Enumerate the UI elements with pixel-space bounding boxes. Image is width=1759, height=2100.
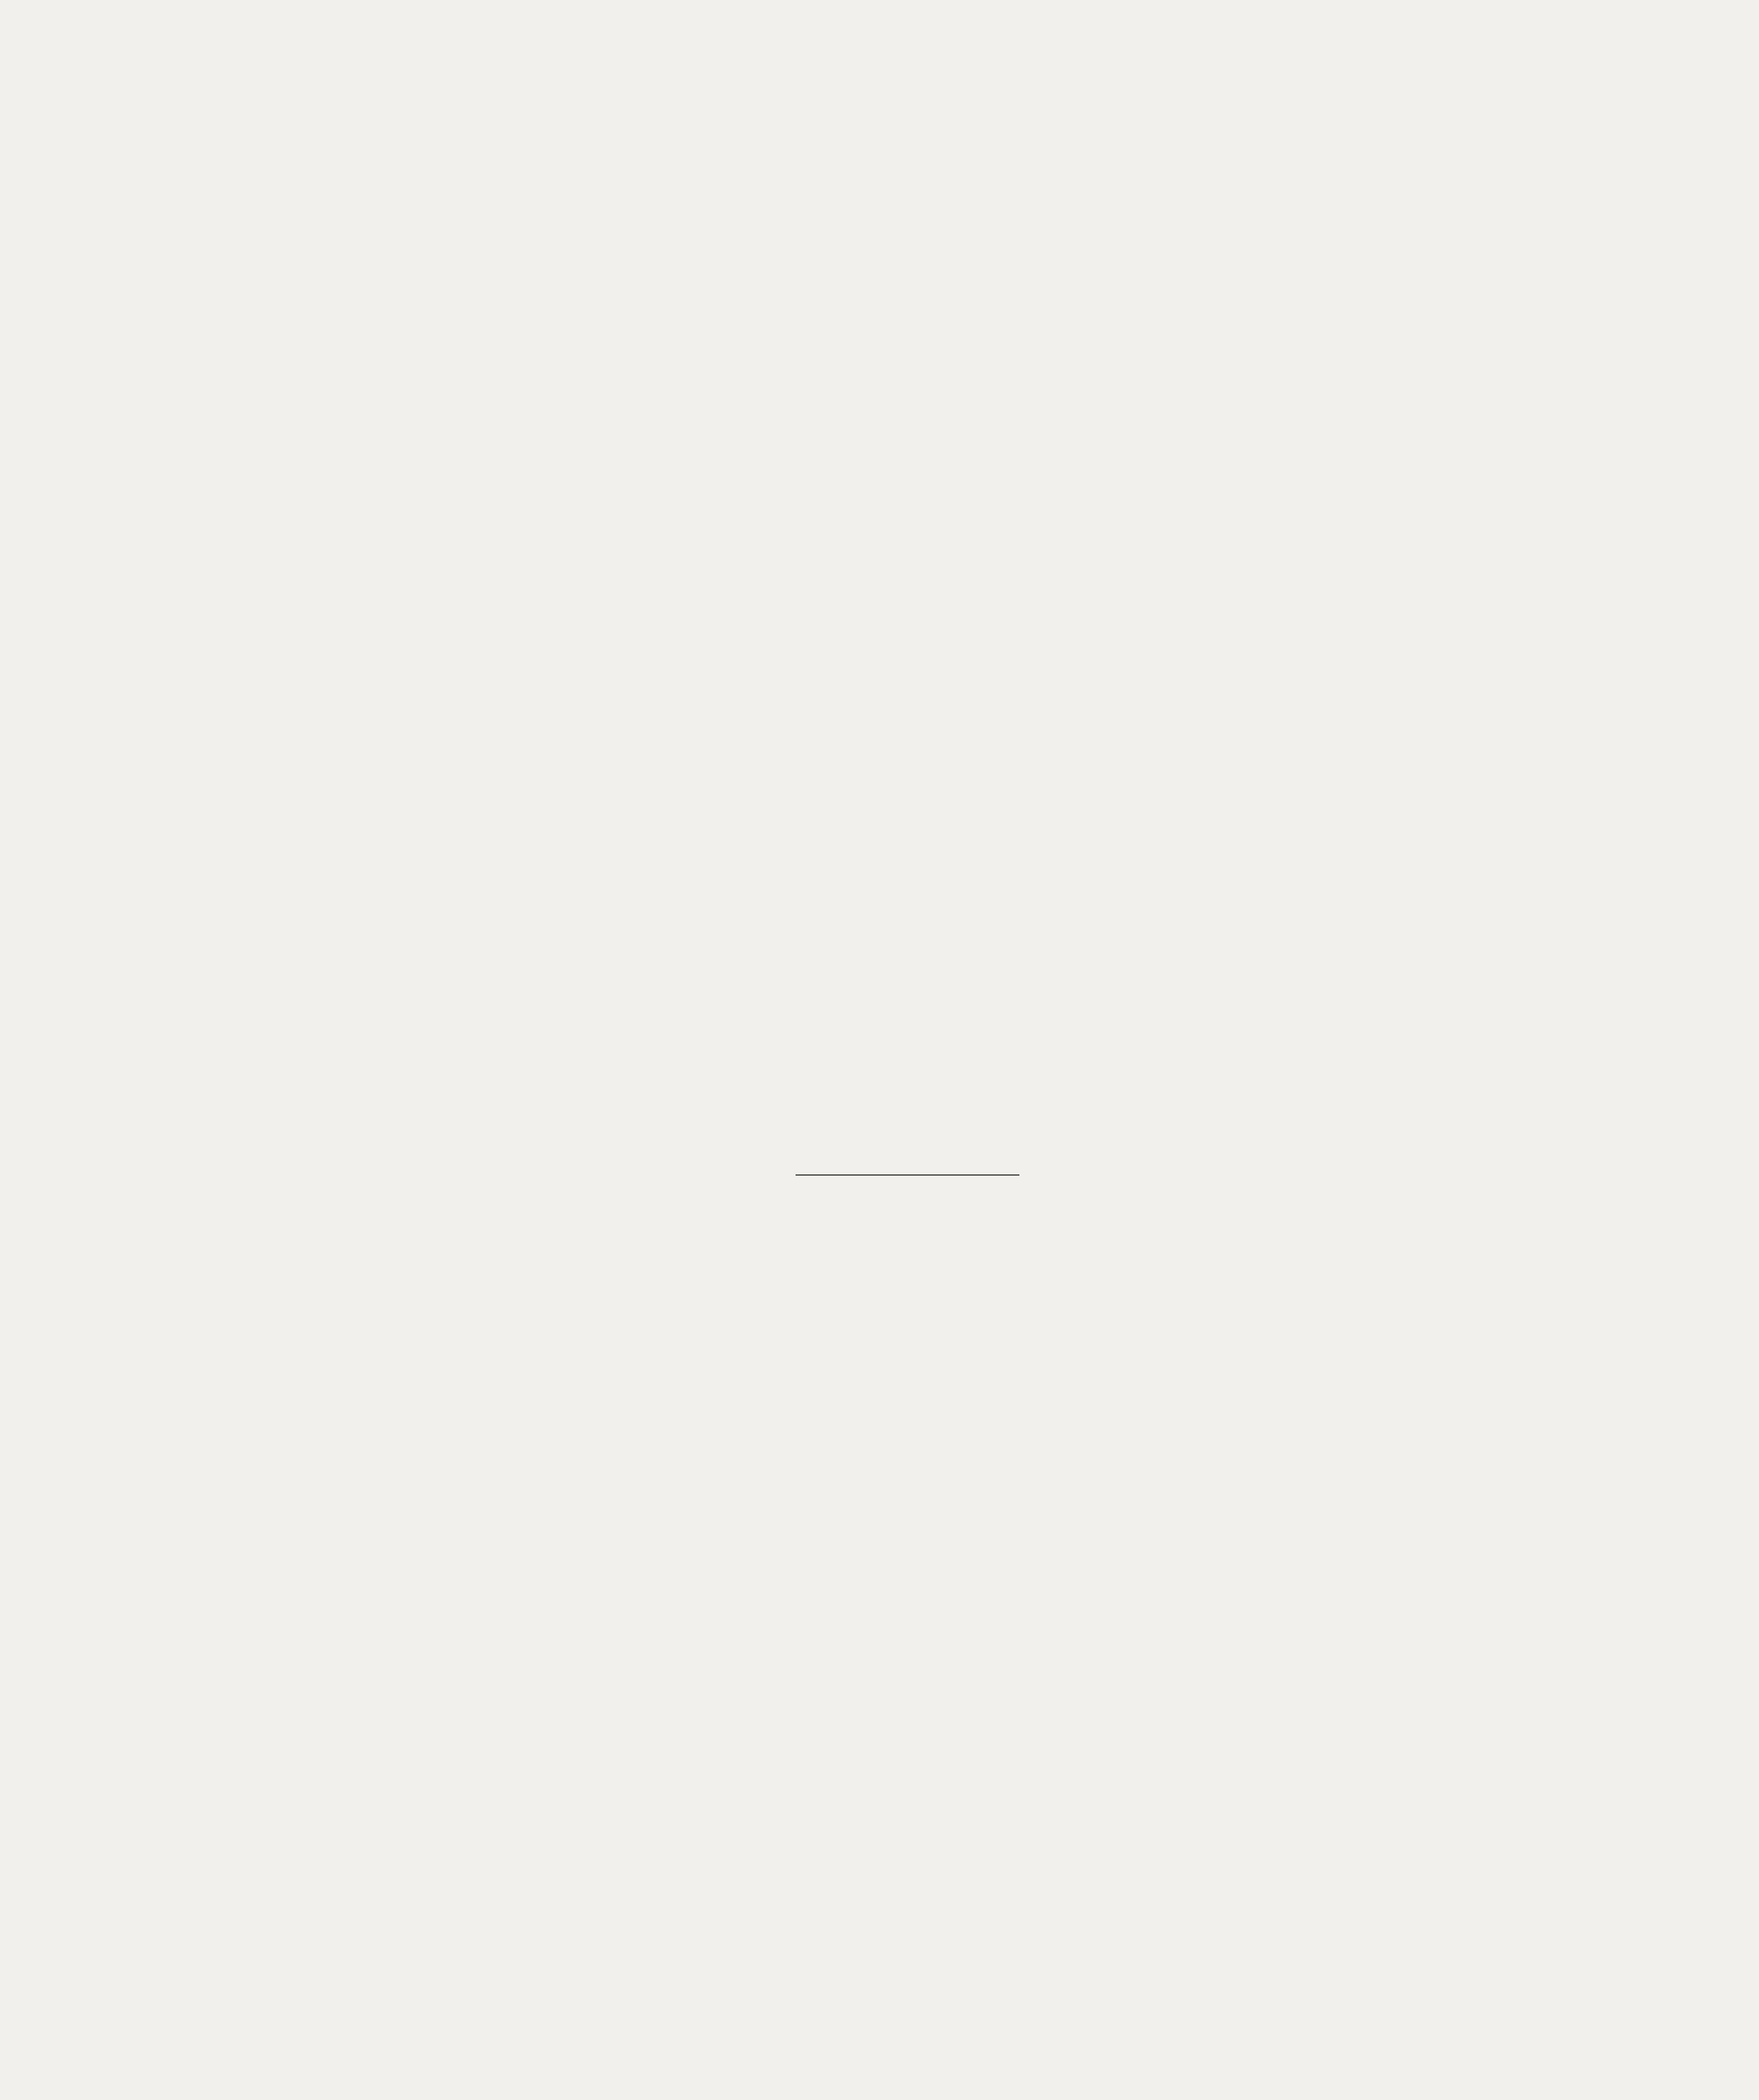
- section-divider: [796, 1174, 1019, 1176]
